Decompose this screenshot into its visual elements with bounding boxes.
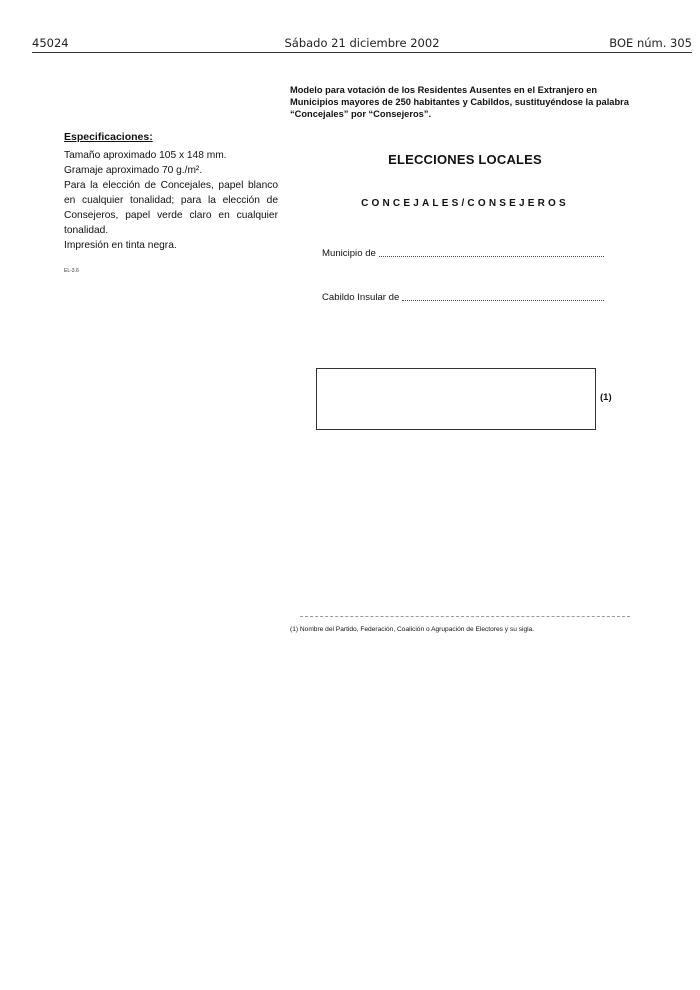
municipio-label: Municipio de (322, 248, 376, 259)
party-name-box (316, 368, 596, 430)
spec-ink: Impresión en tinta negra. (64, 240, 177, 251)
spec-paper: Para la elección de Concejales, papel blanco en cualquier tonalidad; para la elección de Consejeros, papel verde claro en cualquier tonalidad. (64, 180, 278, 236)
header-date: Sábado 21 diciembre 2002 (284, 36, 440, 50)
cut-line (300, 616, 630, 617)
cabildo-dotted-line (402, 299, 604, 301)
cabildo-label: Cabildo Insular de (322, 292, 400, 303)
footnote: (1) Nombre del Partido, Federación, Coalición o Agrupación de Electores y su sigla. (290, 626, 535, 633)
model-title: Modelo para votación de los Residentes Ausentes en el Extranjero en Municipios mayores de 250 habitantes y Cabildos, sustituyéndose la palabra “Concejales” por “Consejeros”. (290, 85, 629, 119)
page-header (32, 36, 692, 53)
spec-size: Tamaño aproximado 105 x 148 mm. (64, 150, 227, 161)
specifications (64, 130, 278, 253)
page-number: 45024 (32, 36, 69, 50)
municipio-field (322, 248, 604, 259)
publication-label: BOE núm. 305 (609, 36, 692, 50)
spec-weight: Gramaje aproximado 70 g./m². (64, 165, 203, 176)
cabildo-field (322, 292, 604, 303)
ballot-title: ELECCIONES LOCALES (388, 152, 542, 167)
spec-code: EL-3.6 (64, 268, 79, 274)
municipio-dotted-line (379, 255, 604, 257)
footnote-reference: (1) (600, 392, 612, 403)
ballot-subtitle: CONCEJALES/CONSEJEROS (361, 198, 569, 209)
specifications-title: Especificaciones: (64, 131, 153, 143)
